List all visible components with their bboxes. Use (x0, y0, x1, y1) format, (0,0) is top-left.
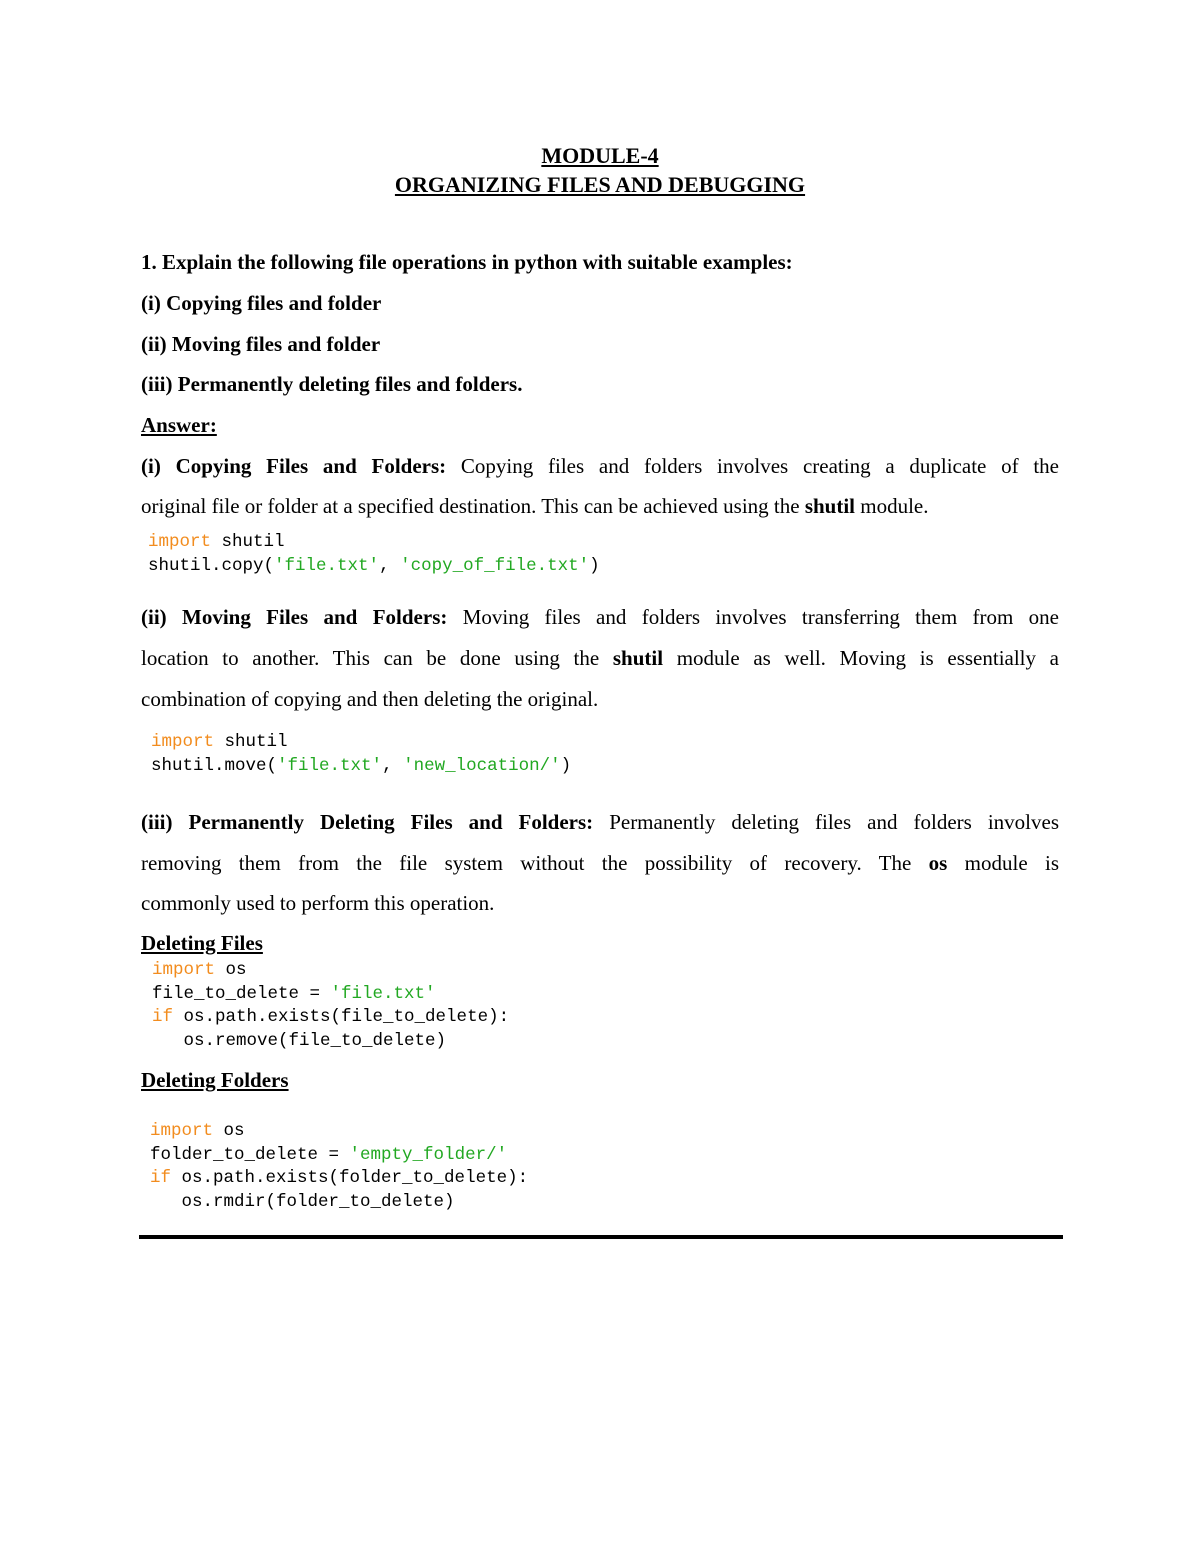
section1-module-name: shutil (804, 494, 856, 518)
deleting-files-heading: Deleting Files (141, 931, 263, 955)
section2-module-name: shutil (612, 646, 664, 670)
code-text: folder_to_delete = (150, 1144, 350, 1165)
section3-text-2a: removing them from the file system without the possibility of recovery. The (141, 851, 929, 875)
section3-module-name: os (928, 851, 948, 875)
section3-paragraph-line1 (141, 812, 1059, 833)
code-block-delete-folder (150, 1120, 528, 1214)
section3-heading: (iii) Permanently Deleting Files and Folders: (141, 810, 594, 834)
section1-paragraph-line1 (141, 456, 1059, 477)
section3-paragraph-line3: commonly used to perform this operation. (141, 891, 495, 915)
code-text: ) (560, 755, 572, 776)
code-text: os.rmdir(folder_to_delete) (150, 1191, 455, 1212)
code-string: 'file.txt' (330, 983, 436, 1004)
code-text: os.remove(file_to_delete) (152, 1030, 447, 1051)
section3-text-1: Permanently deleting files and folders involves (609, 810, 1059, 834)
code-text: os.path.exists(folder_to_delete): (171, 1168, 529, 1188)
code-block-copy (148, 531, 600, 578)
code-text: os (215, 960, 247, 980)
question-item-3: (iii) Permanently deleting files and folders. (141, 372, 523, 396)
code-string: 'file.txt' (277, 755, 383, 776)
code-text: file_to_delete = (152, 983, 331, 1004)
code-text: shutil (211, 532, 285, 552)
code-string: 'new_location/' (403, 755, 561, 776)
section2-heading: (ii) Moving Files and Folders: (141, 605, 448, 629)
section3-text-2c: module is (947, 851, 1059, 875)
code-keyword: import (148, 532, 212, 552)
code-text: os.path.exists(file_to_delete): (173, 1007, 510, 1027)
code-block-delete-file (152, 959, 509, 1053)
code-text: , (379, 555, 401, 576)
code-string: 'file.txt' (274, 555, 380, 576)
section2-text-2c: module as well. Moving is essentially a (663, 646, 1059, 670)
code-text: shutil.copy( (148, 555, 275, 576)
question-item-2: (ii) Moving files and folder (141, 332, 381, 356)
answer-label: Answer: (141, 413, 217, 437)
code-text: shutil (214, 732, 288, 752)
section1-heading: (i) Copying Files and Folders: (141, 454, 447, 478)
section1-text-1: Copying files and folders involves creating a duplicate of the (460, 454, 1059, 478)
section2-text-2a: location to another. This can be done using the (141, 646, 613, 670)
section1-text-2a: original file or folder at a specified destination. This can be achieved using the (141, 494, 805, 518)
section2-paragraph-line3: combination of copying and then deleting the original. (141, 687, 599, 711)
code-keyword: if (150, 1168, 172, 1188)
code-text: os (213, 1121, 245, 1141)
section3-paragraph-line2 (141, 853, 1059, 874)
horizontal-rule (139, 1235, 1063, 1239)
module-heading: MODULE-4 (541, 143, 659, 168)
question-item-1: (i) Copying files and folder (141, 291, 382, 315)
code-text: ) (589, 555, 600, 576)
code-string: 'copy_of_file.txt' (400, 555, 590, 576)
code-text: shutil.move( (151, 755, 278, 776)
code-keyword: import (152, 960, 216, 980)
section1-paragraph-line2 (141, 496, 1059, 517)
section2-paragraph-line2 (141, 648, 1059, 669)
question-text: 1. Explain the following file operations in python with suitable examples: (141, 250, 793, 274)
code-string: 'empty_folder/' (349, 1144, 508, 1165)
code-keyword: import (151, 732, 215, 752)
code-keyword: if (152, 1007, 174, 1027)
section2-paragraph-line1 (141, 607, 1059, 628)
section2-text-1: Moving files and folders involves transferring them from one (462, 605, 1059, 629)
code-block-move (151, 731, 571, 778)
deleting-folders-heading: Deleting Folders (141, 1068, 289, 1092)
page-title: ORGANIZING FILES AND DEBUGGING (394, 172, 806, 197)
code-text: , (382, 755, 404, 776)
code-keyword: import (150, 1121, 214, 1141)
section1-text-2c: module. (855, 494, 929, 518)
